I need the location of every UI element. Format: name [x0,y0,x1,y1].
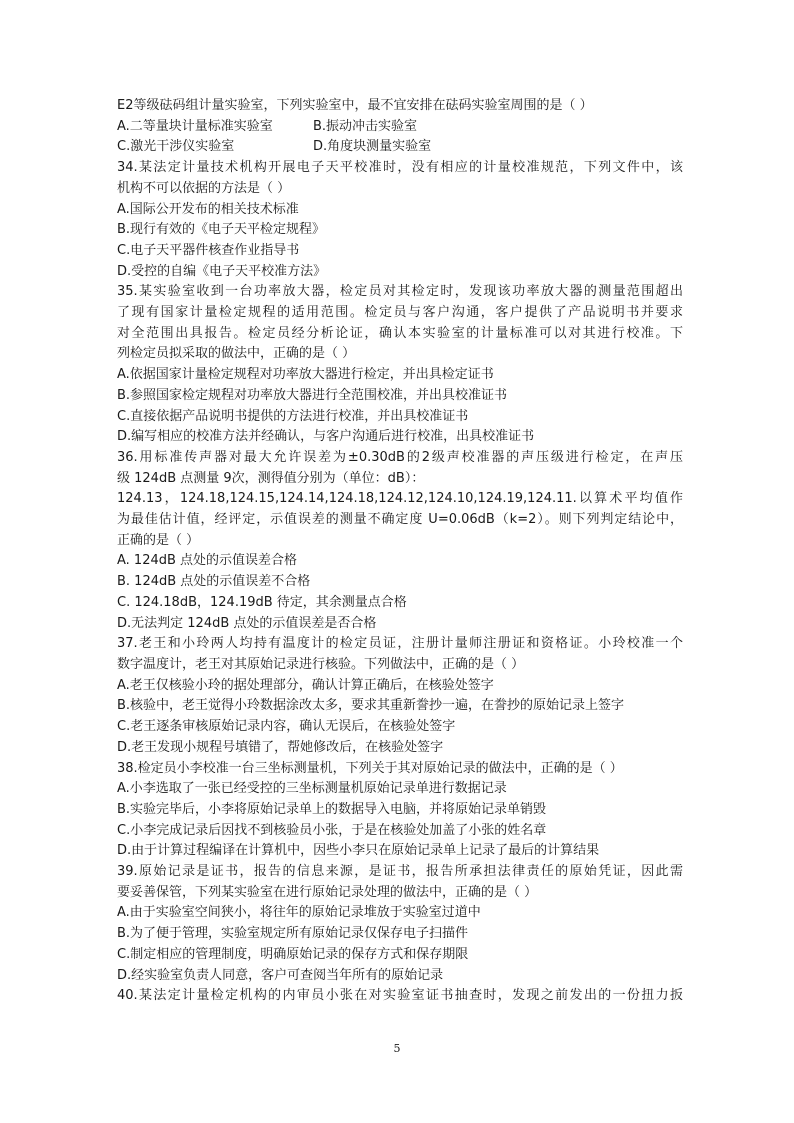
option-c: C.激光干涉仪实验室 [117,139,235,155]
option-c: C.直接依据产品说明书提供的方法进行校准，并出具校准证书 [117,408,469,424]
question-36-stem-cont: 级 124dB 点测量 9次，测得值分别为（单位：dB）： [117,470,425,486]
question-35-stem: 35.某实验室收到一台功率放大器，检定员对其检定时，发现该功率放大器的测量范围超出 [117,284,683,300]
question-40-stem: 40.某法定计量检定机构的内审员小张在对实验室证书抽查时，发现之前发出的一份扭力扳 [117,988,683,1004]
option-a: A.小李选取了一张已经受控的三坐标测量机原始记录单进行数据记录 [117,781,507,797]
option-b: B.参照国家检定规程对功率放大器进行全范围校准，并出具校准证书 [117,387,508,403]
option-d: D.编写相应的校准方法并经确认，与客户沟通后进行校准，出具校准证书 [117,429,535,445]
question-36-stem-cont: 124.13，124.18,124.15,124.14,124.18,124.12,124.10,124.19,124.11.以算术平均值作 [117,491,683,507]
option-b: B.实验完毕后，小李将原始记录单上的数据导入电脑，并将原始记录单销毁 [117,801,547,817]
option-a: A.依据国家计量检定规程对功率放大器进行检定，并出具检定证书 [117,367,494,383]
option-d: D.老王发现小规程号填错了，帮她修改后，在核验处签字 [117,739,444,755]
question-36-stem-cont: 正确的是（ ） [117,532,200,548]
question-36-stem-cont: 为最佳估计值，经评定，示值误差的测量不确定度 U=0.06dB（k=2）。则下列判定结论中， [117,512,683,528]
question-35-stem-cont: 对全范围出具报告。检定员经分析论证，确认本实验室的计量标准可以对其进行校准。下 [117,325,683,341]
question-35-stem-cont: 列检定员拟采取的做法中，正确的是（ ） [117,346,356,362]
question-33-stem: E2等级砝码组计量实验室，下列实验室中，最不宜安排在砝码实验室周围的是（ ） [117,98,593,113]
question-37-stem-cont: 数字温度计，老王对其原始记录进行核验。下列做法中，正确的是（ ） [117,656,525,672]
document-body [117,96,683,1007]
option-c: C.小李完成记录后因找不到核验员小张，于是在核验处加盖了小张的姓名章 [117,822,547,838]
option-b: B.为了便于管理，实验室规定所有原始记录仅保存电子扫描件 [117,926,469,942]
page-number: 5 [393,1042,401,1055]
option-d: D.无法判定 124dB 点处的示值误差是否合格 [117,615,377,631]
option-c: C.制定相应的管理制度，明确原始记录的保存方式和保存期限 [117,946,469,962]
question-39-stem: 39.原始记录是证书，报告的信息来源，是证书，报告所承担法律责任的原始凭证，因此需 [117,864,683,880]
option-d: D.角度块测量实验室 [313,139,432,155]
question-34-stem: 34.某法定计量技术机构开展电子天平校准时，没有相应的计量校准规范，下列文件中，该 [117,160,683,176]
question-37-stem: 37.老王和小玲两人均持有温度计的检定员证，注册计量师注册证和资格证。小玲校准一个 [117,636,683,652]
option-a: A. 124dB 点处的示值误差合格 [117,553,298,569]
option-c: C. 124.18dB，124.19dB 待定，其余测量点合格 [117,594,407,610]
option-c: C.老王逐条审核原始记录内容，确认无误后，在核验处签字 [117,719,456,735]
option-a: A.二等量块计量标准实验室 [117,118,273,134]
question-35-stem-cont: 了现有国家计量检定规程的适用范围。检定员与客户沟通，客户提供了产品说明书并要求 [117,305,683,321]
option-d: D.经实验室负责人同意，客户可查阅当年所有的原始记录 [117,967,444,983]
option-b: B.核验中，老王觉得小玲数据涂改太多，要求其重新誊抄一遍，在誊抄的原始记录上签字 [117,698,625,714]
option-d: D.由于计算过程编译在计算机中，因些小李只在原始记录单上记录了最后的计算结果 [117,843,600,859]
question-36-stem: 36.用标准传声器对最大允许误差为±0.30dB的2级声校准器的声压级进行检定，在声压 [117,449,683,465]
question-38-stem: 38.检定员小李校准一台三坐标测量机，下列关于其对原始记录的做法中，正确的是（ ） [117,760,623,776]
option-a: A.由于实验室空间狭小，将往年的原始记录堆放于实验室过道中 [117,905,481,921]
option-c: C.电子天平器件核查作业指导书 [117,242,300,258]
option-a: A.老王仅核验小玲的据处理部分，确认计算正确后，在核验处签字 [117,677,494,693]
option-b: B.振动冲击实验室 [313,118,418,134]
question-33-options-row-2 [117,137,683,158]
question-33-options-row-1 [117,117,683,138]
option-b: B.现行有效的《电子天平检定规程》 [117,222,326,238]
option-d: D.受控的自编《电子天平校准方法》 [117,263,327,279]
option-b: B. 124dB 点处的示值误差不合格 [117,574,311,590]
option-a: A.国际公开发布的相关技术标准 [117,201,299,217]
question-34-stem-cont: 机构不可以依据的方法是（ ） [117,180,291,196]
question-39-stem-cont: 要妥善保管，下列某实验室在进行原始记录处理的做法中，正确的是（ ） [117,884,538,900]
